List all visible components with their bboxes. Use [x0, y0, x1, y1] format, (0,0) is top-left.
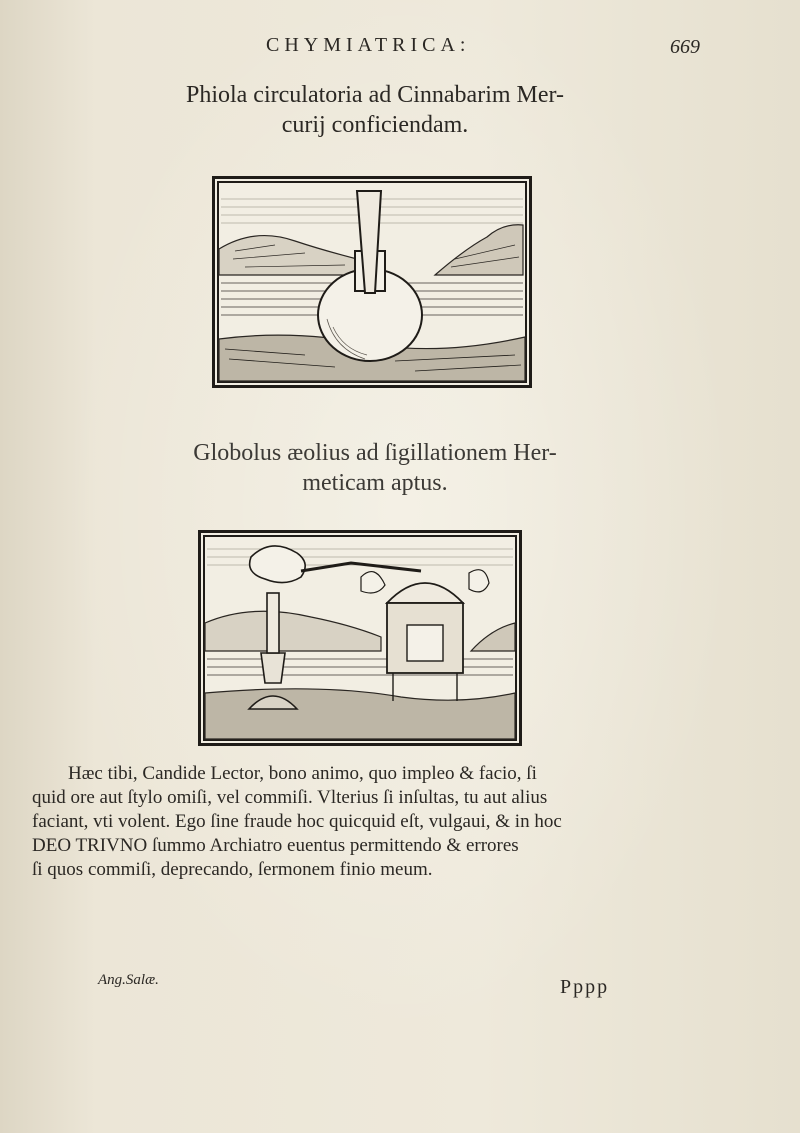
text-line: faciant, vti volent. Ego ſine fraude hoc quicquid eſt, vulgaui, & in hoc	[32, 811, 562, 832]
caption-line: curij conficiendam.	[281, 112, 469, 138]
running-head: CHYMIATRICA:	[266, 34, 471, 56]
caption-line: Globolus æolius ad ſigillationem Her-	[193, 440, 557, 466]
body-paragraph	[32, 762, 704, 882]
figure-caption-1	[120, 80, 630, 140]
caption-line: Phiola circulatoria ad Cinnabarim Mer-	[185, 82, 565, 108]
caption-line: meticam aptus.	[302, 470, 448, 496]
figure-caption-2	[120, 438, 630, 498]
woodcut-aeolipile-apparatus	[198, 530, 522, 746]
text-line: DEO TRIVNO ſummo Archiatro euentus permittendo & errores	[32, 835, 519, 856]
flask-illustration	[215, 179, 529, 385]
text-line: Hæc tibi, Candide Lector, bono animo, quo impleo & facio, ſi	[68, 763, 537, 784]
aeolipile-illustration	[201, 533, 519, 743]
woodcut-circulatory-flask	[212, 176, 532, 388]
signature-mark: Ang.Salæ.	[98, 972, 159, 988]
catchword: Pppp	[560, 976, 610, 998]
page-number: 669	[670, 36, 700, 58]
page-header	[0, 34, 800, 64]
text-line: quid ore aut ſtylo omiſi, vel commiſi. Vlterius ſi inſultas, tu aut alius	[32, 787, 548, 808]
text-line: ſi quos commiſi, deprecando, ſermonem finio meum.	[32, 859, 433, 880]
